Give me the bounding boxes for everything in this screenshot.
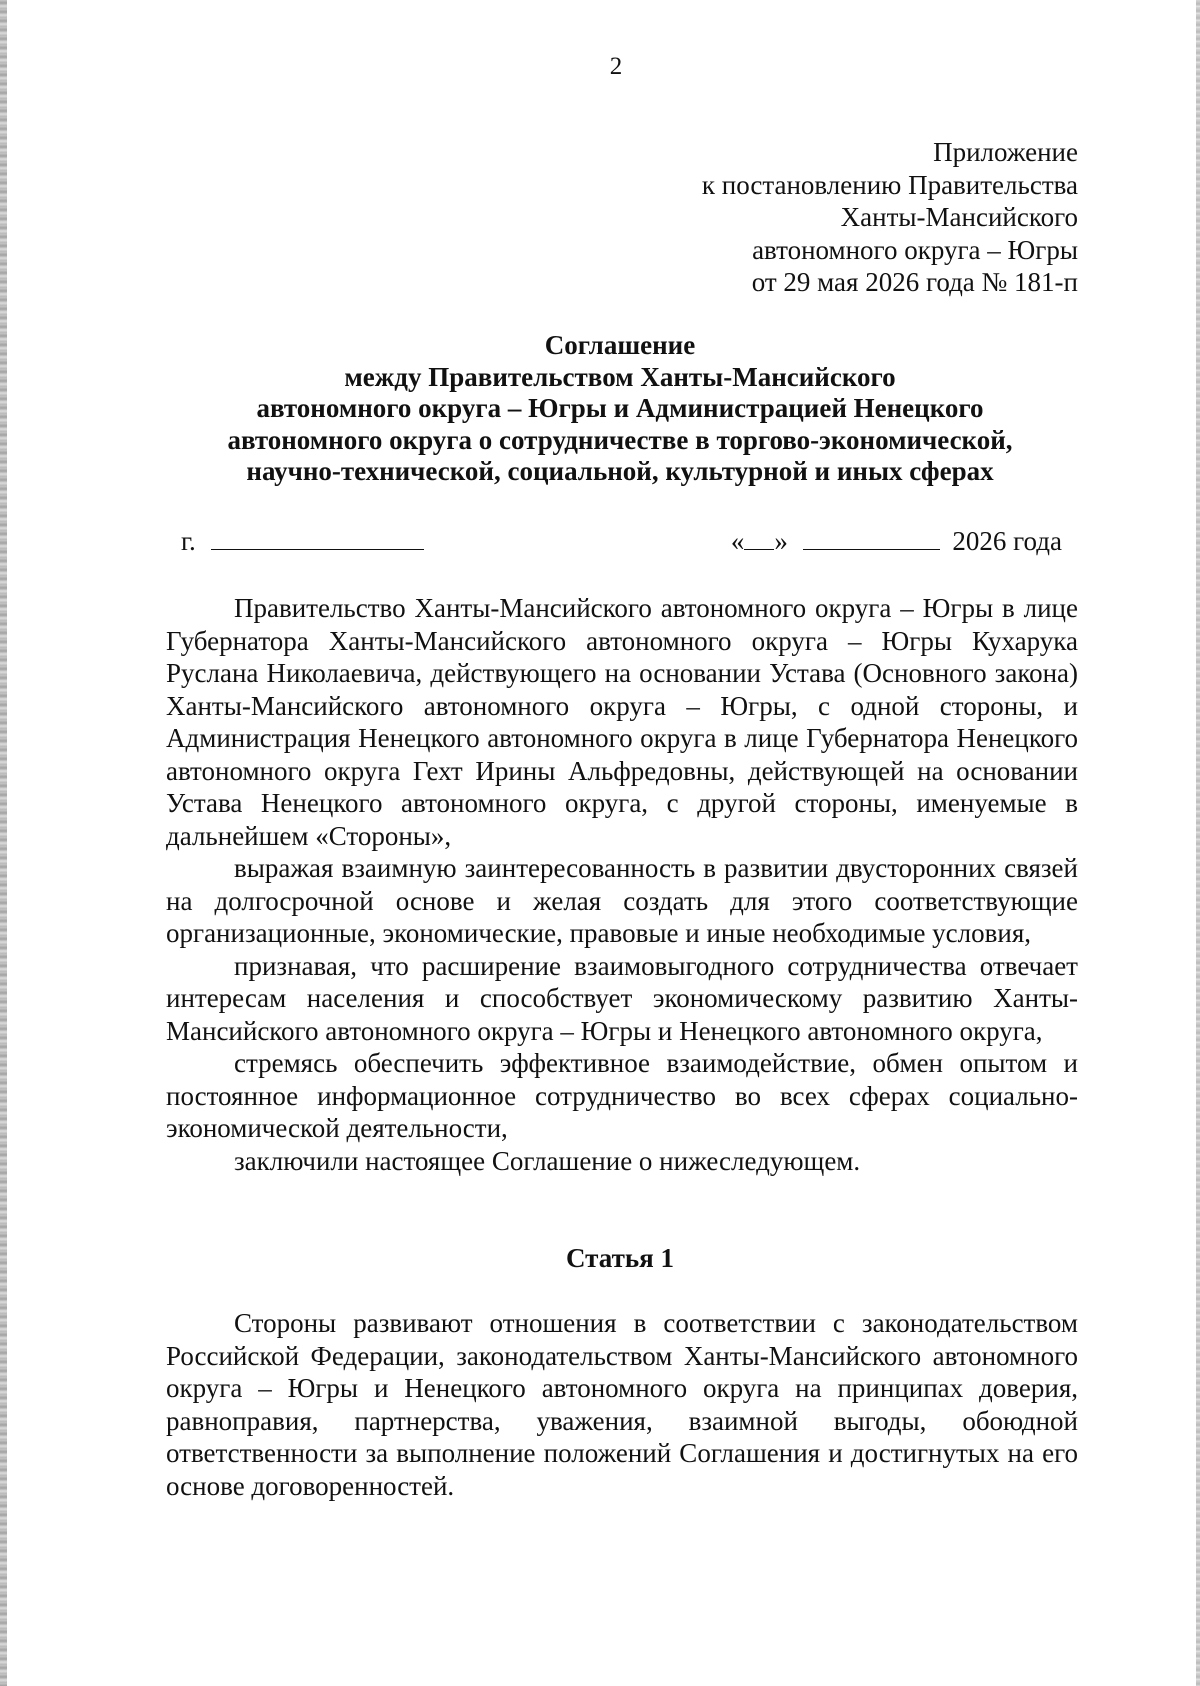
date-field [731,525,1062,557]
preamble-paragraph: признавая, что расширение взаимовыгодного сотрудничества отвечает интересам населения и способствует экономическому развитию Ханты-Мансийского автономного округа – Югры и Ненецкого автономного округа, [166,950,1078,1046]
appendix-line: Ханты-Мансийского [840,202,1078,232]
year-text: 2026 года [952,526,1062,556]
place-field [181,525,424,557]
appendix-block [702,136,1078,299]
quote-close: » [774,526,788,556]
quote-open: « [730,526,745,556]
appendix-line: Приложение [933,137,1078,167]
preamble-paragraph: выражая взаимную заинтересованность в развитии двусторонних связей на долгосрочной основе и желая создать для этого соответствующие организационные, экономические, правовые и иные необходимые условия, [166,853,1078,948]
preamble-paragraph: заключили настоящее Соглашение о нижеследующем. [234,1145,861,1176]
title-line: между Правительством Ханты-Мансийского [344,361,896,392]
appendix-line: от 29 мая 2026 года № 181-п [751,267,1078,297]
article-1-paragraph: Стороны развивают отношения в соответствии с законодательством Российской Федерации, законодательством Ханты-Мансийского автономного округа – Югры и Ненецкого автономного округа на принципах доверия, равноправия, партнерства, уважения, взаимной выгоды, обоюдной ответственности за выполнение положений Соглашения и достигнутых на его основе договоренностей. [166,1308,1078,1501]
title-line: научно-технической, социальной, культурной и иных сферах [246,456,994,486]
title-line: автономного округа о сотрудничестве в торгово-экономической, [227,424,1013,455]
preamble-paragraph: Правительство Ханты-Мансийского автономного округа – Югры в лице Губернатора Ханты-Мансийского автономного округа – Югры Кухарука Руслана Николаевича, действующего на основании Устава (Основного закона) Ханты-Мансийского автономного округа – Югры, с одной стороны, и Администрация Ненецкого автономного округа в лице Губернатора Ненецкого автономного округа Гехт Ирины Альфредовны, действующей на основании Устава Ненецкого автономного округа, с другой стороны, именуемые в дальнейшем «Стороны», [166,593,1078,851]
title-line: автономного округа – Югры и Администрацией Ненецкого [256,393,984,423]
preamble-paragraph: стремясь обеспечить эффективное взаимодействие, обмен опытом и постоянное информационное сотрудничество во всех сферах социально-экономической деятельности, [166,1048,1078,1143]
appendix-line: автономного округа – Югры [752,234,1078,265]
article-1-body [166,1307,1078,1502]
appendix-line: к постановлению Правительства [701,169,1078,200]
page-number: 2 [609,53,623,80]
place-prefix: г. [181,526,196,556]
title-line: Соглашение [544,330,696,360]
document-title [0,330,1200,488]
place-blank-line [211,525,424,550]
day-blank-line [744,525,774,550]
scan-edge-left [0,0,7,1686]
place-date-row [181,525,1062,561]
month-blank-line [803,525,940,550]
scan-edge-right [1196,0,1200,1686]
preamble [166,592,1078,1177]
article-1-heading: Статья 1 [566,1243,674,1273]
